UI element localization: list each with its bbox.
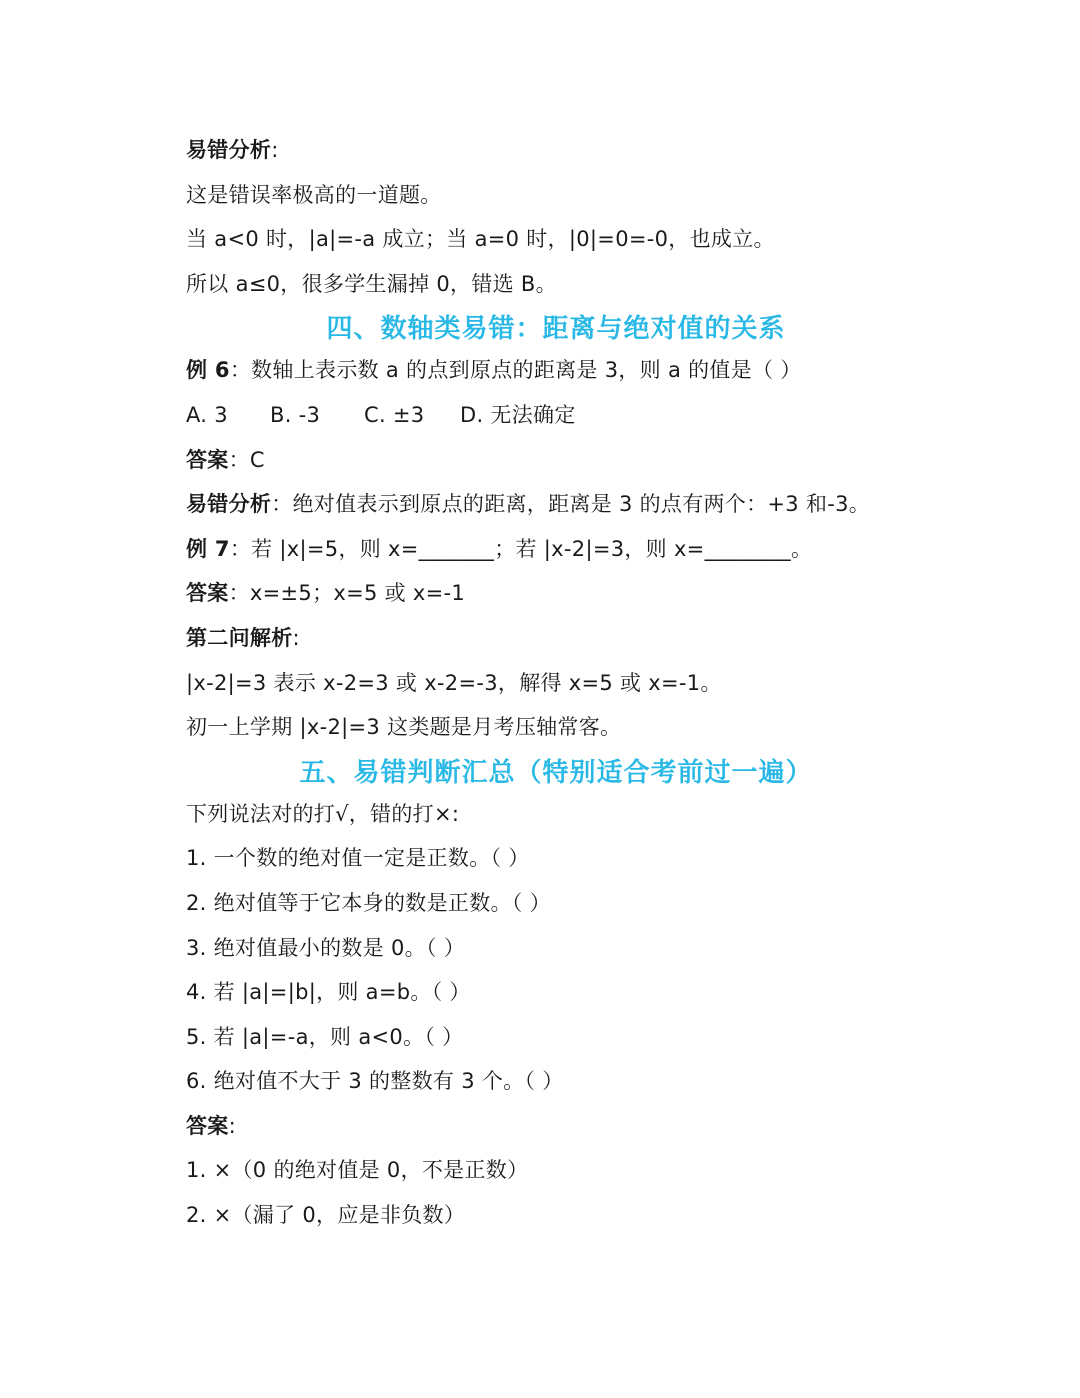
example-7-analysis-line: |x-2|=3 表示 x-2=3 或 x-2=-3，解得 x=5 或 x=-1。 (186, 670, 722, 695)
answer-item: 1. ×（0 的绝对值是 0，不是正数） (186, 1158, 529, 1183)
analysis-colon: : (271, 138, 279, 162)
statement-item: 4. 若 |a|=|b|，则 a=b。（ ） (186, 980, 471, 1005)
example-7-label: 例 7 (186, 536, 230, 561)
answer-item: 2. ×（漏了 0，应是非负数） (186, 1203, 466, 1228)
section-5-intro: 下列说法对的打√，错的打×: (186, 801, 460, 826)
statement-item: 1. 一个数的绝对值一定是正数。（ ） (186, 846, 530, 871)
analysis-colon: : (292, 625, 300, 650)
document-page (186, 128, 926, 1238)
analysis-label: 易错分析 (186, 138, 272, 162)
analysis-heading (186, 128, 926, 173)
option-c: C. ±3 (364, 402, 425, 427)
answers-label: 答案 (186, 1113, 229, 1138)
example-6-text: ：数轴上表示数 a 的点到原点的距离是 3，则 a 的值是（ ） (229, 358, 802, 383)
example-6-answer (186, 438, 926, 483)
answers-colon: : (228, 1113, 236, 1138)
statement-item: 2. 绝对值等于它本身的数是正数。（ ） (186, 890, 551, 915)
example-7-analysis-line: 初一上学期 |x-2|=3 这类题是月考压轴常客。 (186, 715, 622, 740)
option-d: D. 无法确定 (460, 402, 576, 427)
analysis-line: 这是错误率极高的一道题。 (186, 182, 442, 207)
section-5-heading: 五、易错判断汇总（特别适合考前过一遍） (299, 757, 813, 788)
statement-item: 6. 绝对值不大于 3 的整数有 3 个。（ ） (186, 1069, 564, 1094)
analysis-text: ：绝对值表示到原点的距离，距离是 3 的点有两个：+3 和-3。 (271, 492, 871, 517)
example-7-question (186, 527, 926, 572)
example-6-options (186, 393, 926, 438)
answer-text: ：x=±5；x=5 或 x=-1 (228, 581, 466, 606)
answer-label: 答案 (186, 447, 229, 472)
section-4-heading: 四、数轴类易错：距离与绝对值的关系 (326, 314, 786, 345)
example-7-answer (186, 571, 926, 616)
option-a: A. 3 (186, 402, 228, 427)
example-6-label: 例 6 (186, 358, 230, 383)
analysis-label: 第二问解析 (186, 625, 293, 650)
example-7-analysis-heading (186, 616, 926, 661)
example-7-text: ：若 |x|=5，则 x=_______；若 |x-2|=3，则 x=________。 (229, 536, 813, 561)
analysis-label: 易错分析 (186, 492, 272, 517)
analysis-line: 所以 a≤0，很多学生漏掉 0，错选 B。 (186, 271, 557, 296)
example-6-analysis (186, 482, 926, 527)
statement-item: 3. 绝对值最小的数是 0。（ ） (186, 935, 466, 960)
answer-label: 答案 (186, 581, 229, 606)
option-b: B. -3 (270, 402, 321, 427)
answer-text: ：C (228, 447, 265, 472)
example-6-question (186, 348, 926, 393)
statement-item: 5. 若 |a|=-a，则 a<0。（ ） (186, 1024, 464, 1049)
answers-heading (186, 1104, 926, 1149)
analysis-line: 当 a<0 时，|a|=-a 成立；当 a=0 时，|0|=0=-0，也成立。 (186, 227, 775, 252)
